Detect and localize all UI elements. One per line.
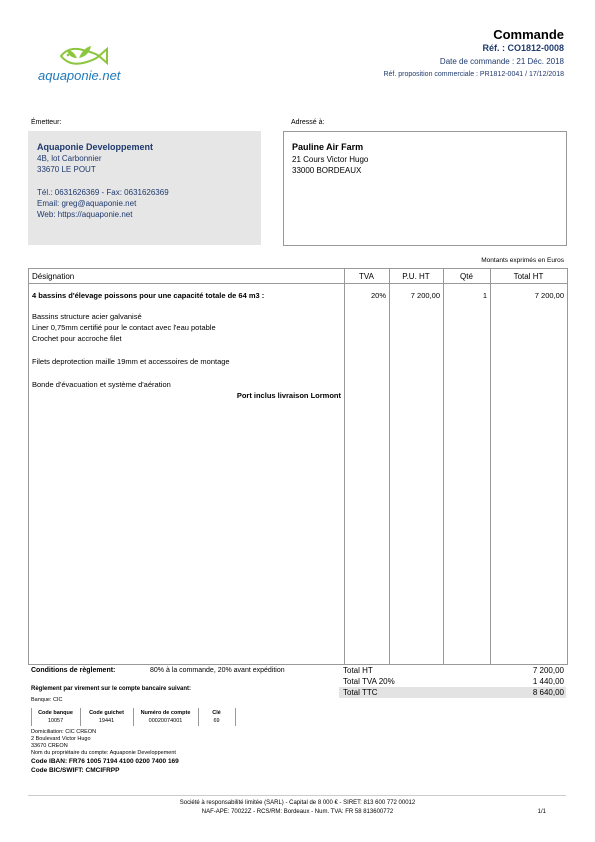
- payment-conditions-label: Conditions de règlement:: [31, 667, 116, 674]
- order-date: Date de commande : 21 Déc. 2018: [439, 57, 564, 66]
- account-owner: Nom du propriétaire du compte: Aquaponie Developpement: [31, 750, 176, 756]
- sender-web: Web: https://aquaponie.net: [37, 210, 133, 219]
- footer-divider: [28, 795, 566, 796]
- sender-box: [28, 131, 261, 245]
- total-vat-label: Total TVA 20%: [343, 677, 395, 686]
- recipient-name: Pauline Air Farm: [292, 142, 364, 152]
- total-ht-row: [339, 665, 566, 676]
- item-note: Port inclus livraison Lormont: [236, 391, 341, 400]
- column-divider: [389, 269, 390, 664]
- column-divider: [443, 269, 444, 664]
- bic-swift: Code BIC/SWIFT: CMCIFRPP: [31, 767, 120, 774]
- item-title: 4 bassins d'élevage poissons pour une capacité totale de 64 m3 :: [32, 291, 265, 300]
- item-qty: 1: [482, 291, 487, 300]
- column-divider: [490, 269, 491, 664]
- branch-code-value: 19441: [98, 718, 115, 724]
- totals-block: [339, 665, 566, 698]
- col-header-qty: Qté: [460, 272, 473, 281]
- total-vat-value: 1 440,00: [532, 677, 564, 686]
- bank-name: Banque: CIC: [31, 697, 63, 703]
- item-description: Filets deprotection maille 19mm et accessoires de montage: [32, 357, 230, 366]
- total-ttc-value: 8 640,00: [532, 688, 564, 697]
- sender-email: Email: greg@aquaponie.net: [37, 199, 137, 208]
- bank-code-header: Code banque: [38, 710, 73, 716]
- key-value: 69: [213, 718, 220, 724]
- document-title: Commande: [493, 27, 564, 42]
- bank-details-table: [31, 708, 236, 726]
- footer-legal-line2: NAF-APE: 70022Z - RCS/RM: Bordeaux - Num. TVA: FR 58 813600772: [201, 809, 394, 815]
- payment-conditions-value: 80% à la commande, 20% avant expédition: [150, 667, 285, 674]
- account-number-header: Numéro de compte: [140, 710, 191, 716]
- transfer-label: Règlement par virement sur le compte bancaire suivant:: [31, 686, 192, 692]
- footer-legal-line1: Société à responsabilité limitée (SARL) - Capital de 8 000 € - SIRET: 813 600 772 00012: [179, 800, 416, 806]
- recipient-box: [283, 131, 567, 246]
- iban: Code IBAN: FR76 1005 7194 4100 0200 7400 169: [31, 758, 179, 765]
- column-divider: [344, 269, 345, 664]
- recipient-address2: 33000 BORDEAUX: [292, 166, 362, 175]
- item-description: Liner 0,75mm certifié pour le contact avec l'eau potable: [32, 323, 216, 332]
- item-description: Bassins structure acier galvanisé: [32, 312, 142, 321]
- item-total: 7 200,00: [534, 291, 564, 300]
- logo-text: aquaponie.net: [38, 68, 121, 83]
- column-divider: [235, 708, 236, 726]
- branch-code-header: Code guichet: [89, 710, 124, 716]
- proposal-reference: Réf. proposition commerciale : PR1812-0041 / 17/12/2018: [383, 71, 564, 78]
- total-ht-value: 7 200,00: [532, 666, 564, 675]
- page-number: 1/1: [537, 809, 546, 815]
- col-header-vat: TVA: [359, 272, 374, 281]
- sender-name: Aquaponie Developpement: [37, 142, 154, 152]
- total-vat-row: [339, 676, 566, 687]
- sender-address1: 4B, lot Carbonnier: [37, 154, 102, 163]
- domiciliation-address2: 33670 CREON: [31, 743, 68, 749]
- total-ttc-label: Total TTC: [343, 688, 378, 697]
- total-ht-label: Total HT: [343, 666, 373, 675]
- key-header: Clé: [212, 710, 221, 716]
- sender-address2: 33670 LE POUT: [37, 165, 96, 174]
- item-unit-price: 7 200,00: [410, 291, 440, 300]
- company-logo: [38, 36, 145, 86]
- recipient-label: Adressé à:: [291, 119, 325, 126]
- total-ttc-row: [339, 687, 566, 698]
- account-number-value: 00020074001: [148, 718, 183, 724]
- order-reference: Réf. : CO1812-0008: [482, 43, 564, 53]
- currency-note: Montants exprimés en Euros: [481, 257, 564, 264]
- sender-phone-fax: Tél.: 0631626369 - Fax: 0631626369: [37, 188, 169, 197]
- item-description: Bonde d'évacuation et système d'aération: [32, 380, 171, 389]
- col-header-total: Total HT: [513, 272, 544, 281]
- recipient-address1: 21 Cours Victor Hugo: [292, 155, 369, 164]
- item-description: Crochet pour accroche filet: [32, 334, 122, 343]
- line-items-table: [28, 268, 568, 665]
- item-vat: 20%: [370, 291, 386, 300]
- col-header-unit-price: P.U. HT: [402, 272, 430, 281]
- header-divider: [29, 283, 567, 284]
- col-header-designation: Désignation: [32, 272, 75, 281]
- domiciliation-address1: 2 Boulevard Victor Hugo: [31, 736, 91, 742]
- domiciliation: Domiciliation: CIC CREON: [31, 729, 97, 735]
- sender-label: Émetteur:: [31, 119, 62, 126]
- bank-code-value: 10057: [47, 718, 64, 724]
